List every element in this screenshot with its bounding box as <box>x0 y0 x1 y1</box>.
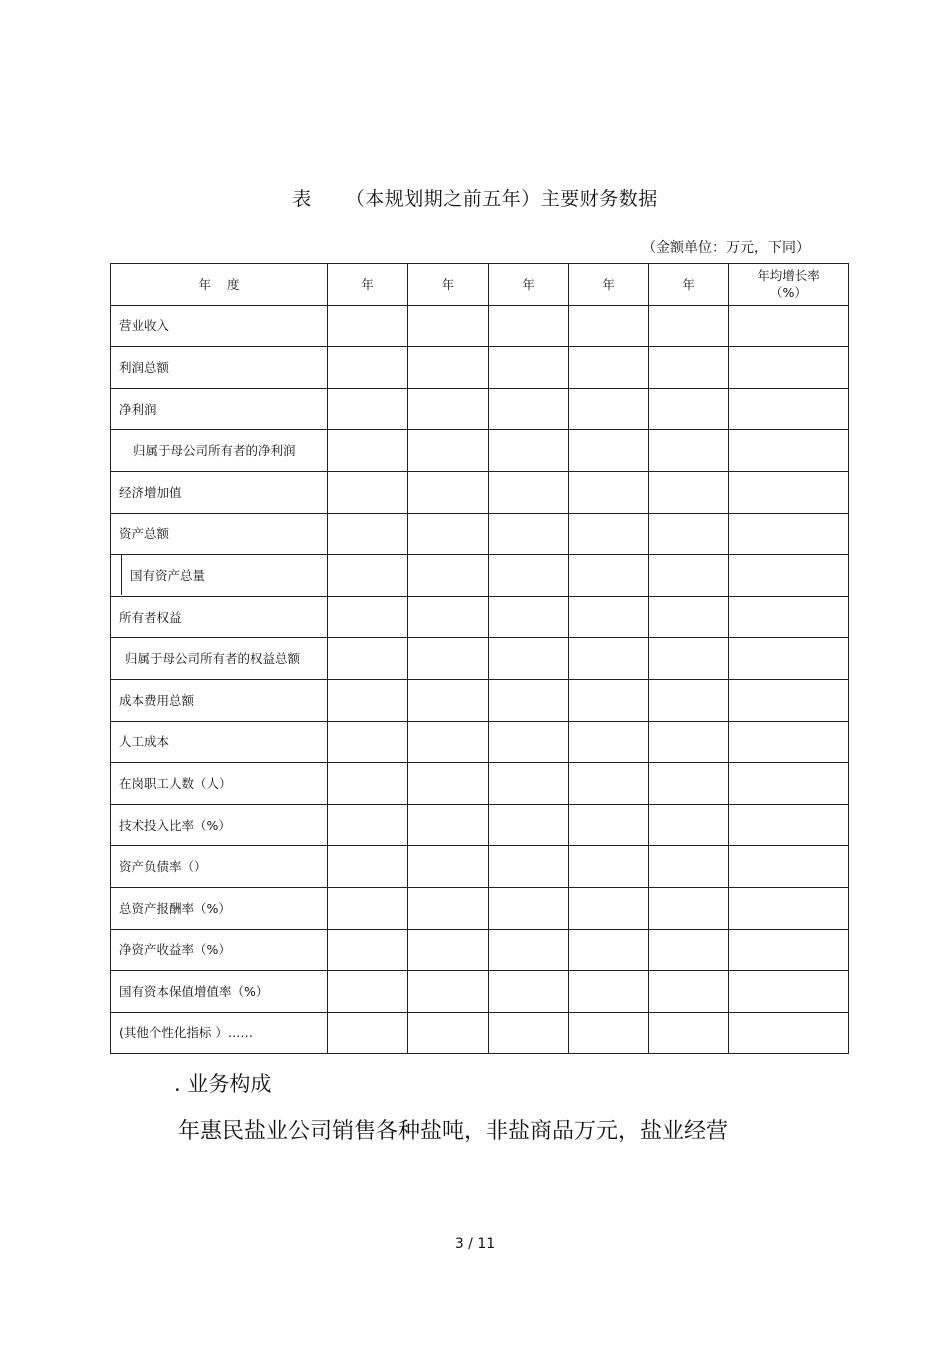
table-cell[interactable] <box>328 347 408 389</box>
table-cell[interactable] <box>489 763 569 805</box>
table-cell[interactable] <box>729 929 849 971</box>
table-cell[interactable] <box>729 388 849 430</box>
table-cell[interactable] <box>649 763 729 805</box>
table-cell[interactable] <box>729 513 849 555</box>
table-cell[interactable] <box>729 846 849 888</box>
table-cell[interactable] <box>649 305 729 347</box>
table-cell[interactable] <box>489 596 569 638</box>
table-cell[interactable] <box>328 638 408 680</box>
table-cell[interactable] <box>729 596 849 638</box>
table-cell[interactable] <box>408 804 489 846</box>
table-cell[interactable] <box>649 887 729 929</box>
row-label-cell <box>111 555 328 597</box>
table-row <box>111 846 849 888</box>
header-year-3: 年 <box>489 264 569 306</box>
table-cell[interactable] <box>649 679 729 721</box>
table-cell[interactable] <box>489 971 569 1013</box>
table-cell[interactable] <box>489 347 569 389</box>
table-cell[interactable] <box>729 679 849 721</box>
table-cell[interactable] <box>569 513 649 555</box>
table-cell[interactable] <box>489 555 569 597</box>
table-cell[interactable] <box>408 971 489 1013</box>
table-title-text: （本规划期之前五年）主要财务数据 <box>345 188 658 210</box>
table-cell[interactable] <box>408 555 489 597</box>
table-cell[interactable] <box>489 721 569 763</box>
row-label: 总资产报酬率（%） <box>111 887 328 929</box>
table-cell[interactable] <box>649 596 729 638</box>
table-cell[interactable] <box>408 929 489 971</box>
table-cell[interactable] <box>649 721 729 763</box>
table-header-row <box>111 264 849 306</box>
table-cell[interactable] <box>569 887 649 929</box>
row-label: 利润总额 <box>111 347 328 389</box>
table-cell[interactable] <box>489 679 569 721</box>
table-row <box>111 679 849 721</box>
table-cell[interactable] <box>569 471 649 513</box>
row-label: 国有资产总量 <box>130 568 206 584</box>
table-cell[interactable] <box>729 1012 849 1054</box>
table-cell[interactable] <box>649 804 729 846</box>
unit-note: （金额单位：万元，下同） <box>642 240 810 256</box>
table-cell[interactable] <box>328 305 408 347</box>
table-cell[interactable] <box>569 1012 649 1054</box>
table-row <box>111 929 849 971</box>
row-label: 归属于母公司所有者的净利润 <box>111 430 328 472</box>
table-cell[interactable] <box>408 305 489 347</box>
table-row <box>111 971 849 1013</box>
table-cell[interactable] <box>328 763 408 805</box>
row-label: 人工成本 <box>111 721 328 763</box>
table-row <box>111 305 849 347</box>
table-cell[interactable] <box>408 347 489 389</box>
row-label: 净利润 <box>111 388 328 430</box>
table-cell[interactable] <box>408 887 489 929</box>
table-cell[interactable] <box>489 471 569 513</box>
header-year-label: 年 度 <box>111 264 328 306</box>
table-row <box>111 596 849 638</box>
table-cell[interactable] <box>729 638 849 680</box>
table-cell[interactable] <box>328 929 408 971</box>
table-row <box>111 347 849 389</box>
table-cell[interactable] <box>328 721 408 763</box>
table-cell[interactable] <box>408 721 489 763</box>
table-row <box>111 555 849 597</box>
table-cell[interactable] <box>408 846 489 888</box>
row-label: 技术投入比率（%） <box>111 804 328 846</box>
table-cell[interactable] <box>729 763 849 805</box>
table-cell[interactable] <box>649 846 729 888</box>
row-label: 净资产收益率（%） <box>111 929 328 971</box>
table-cell[interactable] <box>489 430 569 472</box>
table-cell[interactable] <box>328 555 408 597</box>
table-cell[interactable] <box>489 846 569 888</box>
header-growth-rate <box>729 264 849 306</box>
table-cell[interactable] <box>489 638 569 680</box>
header-year-5: 年 <box>649 264 729 306</box>
table-cell[interactable] <box>729 971 849 1013</box>
table-cell[interactable] <box>408 430 489 472</box>
table-cell[interactable] <box>408 471 489 513</box>
row-label: 所有者权益 <box>111 596 328 638</box>
header-year-1: 年 <box>328 264 408 306</box>
sub-item-divider <box>121 555 122 595</box>
table-cell[interactable] <box>328 679 408 721</box>
table-cell[interactable] <box>489 804 569 846</box>
table-row <box>111 804 849 846</box>
table-cell[interactable] <box>729 430 849 472</box>
table-cell[interactable] <box>489 887 569 929</box>
table-title-label: 表 <box>292 188 312 210</box>
header-year-4: 年 <box>569 264 649 306</box>
table-row <box>111 887 849 929</box>
table-cell[interactable] <box>408 679 489 721</box>
table-row <box>111 430 849 472</box>
table-cell[interactable] <box>569 971 649 1013</box>
table-cell[interactable] <box>408 596 489 638</box>
table-row <box>111 513 849 555</box>
row-label: 成本费用总额 <box>111 679 328 721</box>
table-row <box>111 1012 849 1054</box>
table-cell[interactable] <box>489 929 569 971</box>
table-row <box>111 388 849 430</box>
table-cell[interactable] <box>729 804 849 846</box>
row-label: 归属于母公司所有者的权益总额 <box>111 638 328 680</box>
table-cell[interactable] <box>649 388 729 430</box>
table-cell[interactable] <box>328 804 408 846</box>
header-growth-rate-line1: 年均增长率 <box>757 268 820 284</box>
table-cell[interactable] <box>328 887 408 929</box>
table-cell[interactable] <box>729 305 849 347</box>
row-label: 营业收入 <box>111 305 328 347</box>
table-cell[interactable] <box>328 388 408 430</box>
table-cell[interactable] <box>649 471 729 513</box>
table-cell[interactable] <box>569 638 649 680</box>
body-paragraph: 年惠民盐业公司销售各种盐吨，非盐商品万元，盐业经营 <box>178 1119 729 1144</box>
table-cell[interactable] <box>729 887 849 929</box>
table-cell[interactable] <box>328 971 408 1013</box>
table-cell[interactable] <box>489 305 569 347</box>
table-cell[interactable] <box>408 513 489 555</box>
sub-item-wrap <box>121 555 327 595</box>
table-cell[interactable] <box>729 555 849 597</box>
row-label: 国有资本保值增值率（%） <box>111 971 328 1013</box>
table-cell[interactable] <box>569 721 649 763</box>
table-cell[interactable] <box>489 513 569 555</box>
table-cell[interactable] <box>569 388 649 430</box>
table-row <box>111 763 849 805</box>
table-cell[interactable] <box>729 721 849 763</box>
table-cell[interactable] <box>408 763 489 805</box>
table-cell[interactable] <box>649 347 729 389</box>
row-label: 资产总额 <box>111 513 328 555</box>
table-cell[interactable] <box>649 929 729 971</box>
table-cell[interactable] <box>569 596 649 638</box>
table-cell[interactable] <box>408 388 489 430</box>
row-label: 经济增加值 <box>111 471 328 513</box>
table-cell[interactable] <box>569 430 649 472</box>
table-cell[interactable] <box>649 1012 729 1054</box>
table-cell[interactable] <box>569 804 649 846</box>
table-cell[interactable] <box>649 638 729 680</box>
table-cell[interactable] <box>649 430 729 472</box>
financial-data-table <box>110 263 849 1054</box>
table-cell[interactable] <box>649 513 729 555</box>
table-cell[interactable] <box>328 1012 408 1054</box>
table-cell[interactable] <box>569 679 649 721</box>
header-growth-rate-line2: （%） <box>770 285 807 301</box>
row-label: (其他个性化指标 ）…… <box>111 1012 328 1054</box>
table-cell[interactable] <box>489 388 569 430</box>
table-cell[interactable] <box>569 347 649 389</box>
table-cell[interactable] <box>569 555 649 597</box>
table-cell[interactable] <box>569 305 649 347</box>
header-year-2: 年 <box>408 264 489 306</box>
table-cell[interactable] <box>729 347 849 389</box>
table-cell[interactable] <box>328 471 408 513</box>
table-cell[interactable] <box>649 971 729 1013</box>
table-cell[interactable] <box>328 846 408 888</box>
table-cell[interactable] <box>408 638 489 680</box>
table-cell[interactable] <box>328 513 408 555</box>
table-cell[interactable] <box>569 846 649 888</box>
table-row <box>111 721 849 763</box>
table-cell[interactable] <box>569 763 649 805</box>
row-label: 在岗职工人数（人） <box>111 763 328 805</box>
table-cell[interactable] <box>328 430 408 472</box>
table-cell[interactable] <box>408 1012 489 1054</box>
table-row <box>111 638 849 680</box>
table-row <box>111 471 849 513</box>
page-number: 3 / 11 <box>454 1236 496 1252</box>
table-title <box>0 184 950 211</box>
table-cell[interactable] <box>649 555 729 597</box>
table-cell[interactable] <box>729 471 849 513</box>
table-cell[interactable] <box>489 1012 569 1054</box>
table-cell[interactable] <box>328 596 408 638</box>
row-label: 资产负债率（） <box>111 846 328 888</box>
section-heading: . 业务构成 <box>174 1072 272 1096</box>
table-cell[interactable] <box>569 929 649 971</box>
